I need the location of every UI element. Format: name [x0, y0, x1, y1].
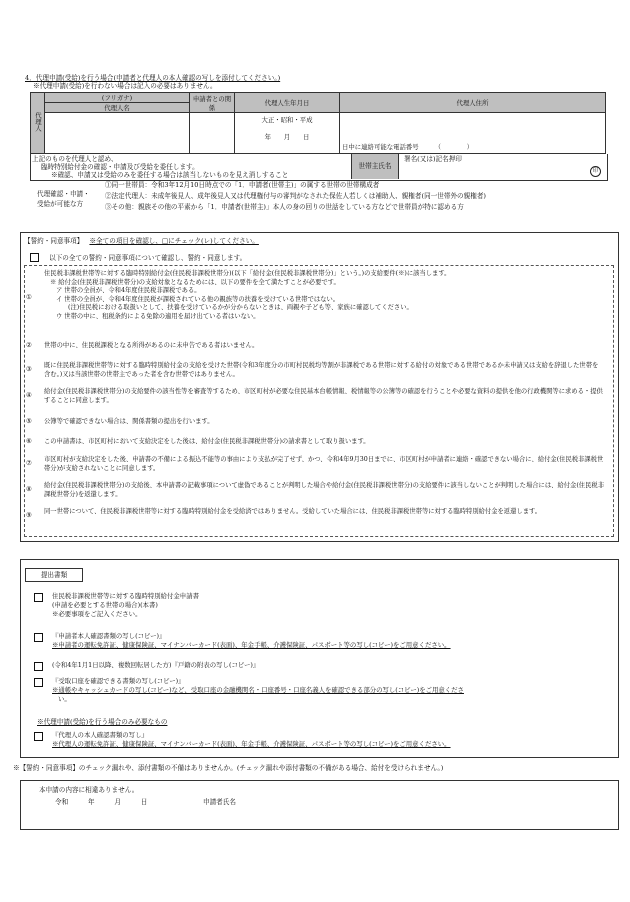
address-field[interactable] [340, 113, 606, 154]
agent-side-label: 代理人 [31, 93, 45, 154]
section4-note: ※代理申請(受給)を行わない場合は記入の必要はありません。 [33, 82, 217, 90]
pledge-item-4 [26, 388, 604, 405]
final-signer-label: 申請者氏名 [203, 798, 236, 806]
pledge-item-1 [26, 270, 604, 322]
pledge-item-9 [26, 508, 604, 519]
agent-type-3: ③その他：親族その他の平素から「1．申請者(世帯主)」本人の身の回りの世話をしている方などで世帯員が特に認める方 [105, 203, 464, 211]
delegation-line-3: ※確認、申請又は受給のみを委任する場合は該当しないものを見え消しすること [51, 171, 289, 179]
docs-title: 提出書類 [25, 568, 83, 582]
pledge-item-7 [26, 456, 604, 473]
agent-caption-2: 受給が可能な方 [37, 200, 84, 208]
doc-1-checkbox[interactable] [34, 593, 43, 602]
pledge-item-6-num: ⑥ [26, 438, 32, 445]
pledge-item-4-line-1: 給付金(住民税非課税世帯分)の支給要件の該当性等を審査等するため、市区町村が必要な住民基本台帳情報、税情報等の公簿等の確認を行うことや必要な資料の提供を他の行政機関等に求める・提供することに同意します。 [44, 388, 603, 404]
agent-name-field[interactable] [45, 113, 190, 154]
pledge-title-line [24, 237, 259, 246]
pledge-item-7-line-1: 市区町村が支給決定をした後、申請書の不備による振込不能等の事由により支払が完了せず、かつ、令和4年9月30日までに、市区町村が申請者に連絡・確認できない場合に、給付金(住民税非課税世帯分)が支給されないことに同意します。 [44, 456, 604, 472]
doc-item-3 [34, 661, 259, 670]
doc-3-line-1: (令和4年1月1日以降、複数回転居した方)『戸籍の附表の写し(コピー)』 [52, 661, 260, 669]
doc-2-line-2: ※申請者の運転免許証、健康保険証、マイナンバーカード(表面)、年金手帳、介護保険証、パスポート等の写し(コピー)をご用意ください。 [52, 641, 451, 649]
pledge-item-2-num: ② [26, 342, 32, 349]
doc-1-line-3: ※必要事項をご記入ください。 [52, 610, 142, 618]
doc-item-2 [34, 632, 451, 650]
docs-box [20, 559, 619, 758]
era-options: 大正・昭和・平成 [261, 116, 313, 125]
householder-area [351, 154, 608, 179]
pledge-item-9-line-1: 同一世帯について、住民税非課税世帯等に対する臨時特別給付金を受給済ではありません。受給していた場合には、住民税非課税世帯等に対する臨時特別給付金を返還します。 [44, 508, 542, 515]
furigana-header: (フリガナ) [45, 93, 190, 103]
doc-1-line-1: 住民税非課税世帯等に対する臨時特別給付金申請書 [52, 592, 199, 600]
final-date[interactable]: 令和 年 月 日 [55, 798, 148, 806]
doc-2-checkbox[interactable] [34, 633, 43, 642]
pledge-title: 【誓約・同意事項】 [24, 237, 84, 245]
doc-4-checkbox[interactable] [34, 678, 43, 687]
proxy-doc-item [34, 731, 451, 749]
pledge-item-1-line-3: ア 世帯の全員が、令和4年度住民税非課税である。 [56, 287, 201, 295]
confirm-all-label: 以下の全ての誓約・同意事項について確認し、誓約・同意します。 [49, 253, 247, 262]
pledge-item-6 [26, 438, 604, 447]
footer-note: ※【誓約・同意事項】のチェック漏れや、添付書類の不備はありませんか。(チェック漏れや添付書類の不備がある場合、給付を受けられません。) [13, 764, 444, 772]
relation-field[interactable] [190, 113, 235, 154]
pledge-item-1-num: ① [26, 294, 32, 301]
proxy-heading: ※代理申請(受給)を行う場合のみ必要なもの [37, 718, 168, 726]
agent-type-2: ②法定代理人：未成年後見人、成年後見人又は代理権付与の審判がなされた保佐人若しくは補助人、親権者(同一世帯外の親権者) [105, 192, 486, 200]
agent-table [30, 92, 606, 154]
doc-3-checkbox[interactable] [34, 662, 43, 671]
phone-line: 日中に連絡可能な電話番号 （ ） [342, 143, 474, 151]
householder-label: 世帯主氏名 [352, 154, 399, 179]
pledge-item-3 [26, 362, 604, 379]
doc-4-line-2: ※通帳やキャッシュカードの写し(コピー)など、受取口座の金融機関名・口座番号・口座名義人を確認できる部分の写し(コピー)をご用意くださ [52, 686, 464, 694]
proxy-doc-line-1: 『代理人の本人確認書類の写し』 [52, 731, 148, 739]
pledge-item-9-num: ⑨ [26, 512, 32, 519]
agent-type-1: ①同一世帯員：令和3年12月10日時点での「1．申請者(世帯主)」の属する世帯の世帯構成者 [105, 181, 380, 189]
pledge-item-2-line-1: 世帯の中に、住民税課税となる所得があるのに未申告である者はいません。 [44, 342, 259, 349]
delegation-line-1: 上記のものを代理人と認め、 [32, 155, 118, 163]
final-statement: 本申請の内容に相違ありません。 [39, 786, 139, 794]
proxy-doc-line-2: ※代理人の運転免許証、健康保険証、マイナンバーカード(表面)、年金手帳、介護保険証、パスポート等の写し(コピー)をご用意ください。 [52, 740, 451, 748]
pledge-item-7-num: ⑦ [26, 460, 32, 467]
signature-label: 署名(又は)記名押印 [404, 155, 462, 163]
pledge-item-8-num: ⑧ [26, 486, 32, 493]
pledge-item-5-line-1: 公簿等で確認できない場合は、関係書類の提出を行います。 [44, 418, 214, 425]
doc-4-line-1: 『受取口座を確認できる書類の写し(コピー)』 [52, 677, 185, 685]
delegation-line-2: 臨時特別給付金の確認・申請及び受給を委任します。 [41, 163, 199, 171]
agent-caption-1: 代理確認・申請・ [37, 190, 90, 198]
proxy-doc-checkbox[interactable] [34, 732, 43, 741]
doc-2-line-1: 『申請者本人確認書類の写し(コピー)』 [52, 632, 166, 640]
pledge-instruction: ※全ての項目を確認し、□にチェック(レ)してください。 [89, 237, 259, 245]
birth-header: 代理人生年月日 [235, 93, 340, 113]
confirm-all-checkbox[interactable] [30, 253, 39, 262]
pledge-item-6-line-1: この申請書は、市区町村において支給決定をした後は、給付金(住民税非課税世帯分)の請求書として取り扱います。 [44, 438, 370, 445]
confirm-all-row [30, 253, 246, 263]
agent-name-header: 代理人名 [45, 103, 190, 113]
doc-item-4 [34, 677, 464, 704]
pledge-item-1-line-4: イ 世帯の全員が、令和4年度住民税が課税されている他の親族等の扶養を受けている世帯ではない。 [56, 295, 340, 303]
doc-4-line-3: い。 [58, 695, 71, 703]
doc-item-1 [34, 592, 199, 619]
pledge-item-1-line-6: ウ 世帯の中に、租税条約による免除の適用を届け出ている者はいない。 [56, 312, 260, 320]
birth-field[interactable] [235, 113, 340, 154]
pledge-item-5-num: ⑤ [26, 418, 32, 425]
doc-1-line-2: (申請を必要とする世帯の場合)(本書) [52, 601, 158, 609]
seal-mark: 印 [590, 166, 601, 177]
pledge-item-5 [26, 418, 604, 427]
birth-ymd: 年 月 日 [264, 133, 310, 142]
pledge-item-3-line-1: 既に住民税非課税世帯等に対する臨時特別給付金の支給を受けた世帯(令和3年度分の市町村民税均等割が非課税である世帯に対する給付の対象である世帯であるか未申請又は支給を辞退した世帯を含む。)又は当該世帯の世帯主であった者を含む世帯ではありません。 [44, 362, 599, 378]
pledge-item-1-line-2: ※ 給付金(住民税非課税世帯分)の支給対象となるためには、以下の要件を全て満たすことが必要です。 [50, 278, 340, 286]
pledge-item-8-line-1: 給付金(住民税非課税世帯分)の支給後、本申請書の記載事項について虚偽であることが判明した場合や給付金(住民税非課税世帯分)の支給要件に該当しないことが判明した場合には、給付金(住民税非課税世帯分)を返還します。 [44, 482, 604, 498]
pledge-item-3-num: ③ [26, 366, 32, 373]
pledge-item-1-line-5: (注)住民税における取扱いとして、扶養を受けているかが分からないときは、両親や子ども等、家族に確認してください。 [68, 304, 413, 312]
section4-heading: 4．代理申請(受給)を行う場合(申請者と代理人の本人確認の写しを添付してください。) [25, 74, 281, 82]
pledge-item-4-num: ④ [26, 392, 32, 399]
delegation-box [30, 154, 608, 181]
pledge-item-1-line-1: 住民税非課税世帯等に対する臨時特別給付金(住民税非課税世帯分)(以下「給付金(住民税非課税世帯分)」という。)の支給要件(※)に該当します。 [44, 270, 451, 277]
final-box [20, 780, 619, 830]
pledge-item-2 [26, 342, 604, 351]
relation-header: 申請者との関係 [190, 93, 235, 113]
pledge-item-8 [26, 482, 604, 499]
address-header: 代理人住所 [340, 93, 606, 113]
